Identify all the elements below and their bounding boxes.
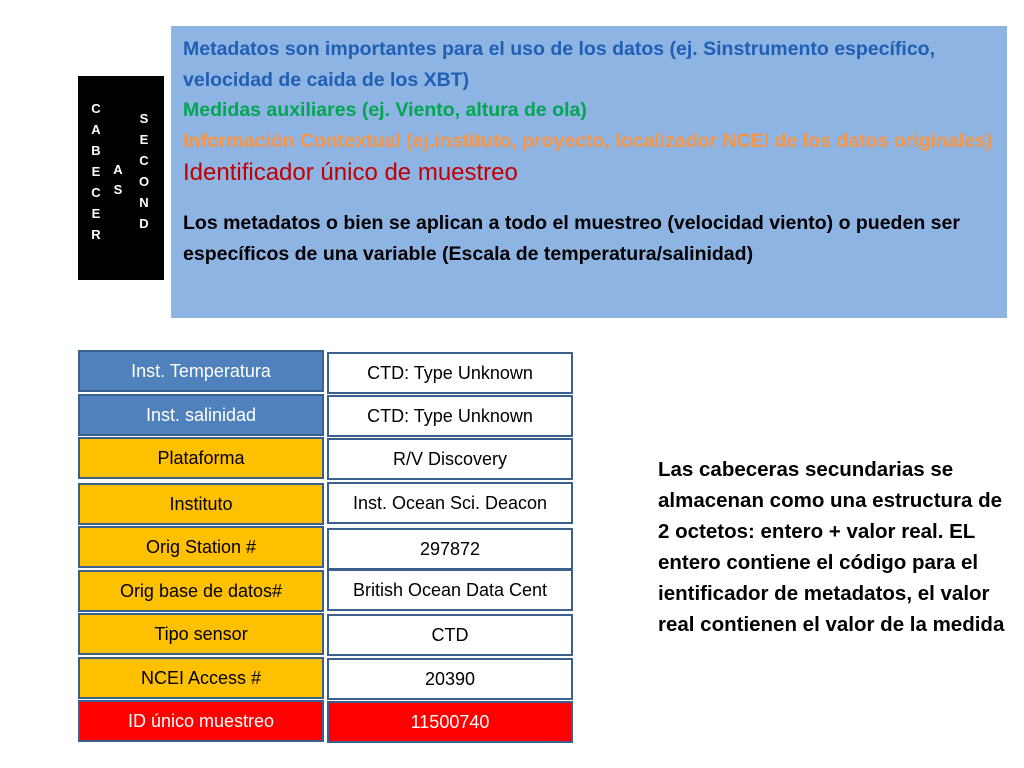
row-value-inst-salinidad: CTD: Type Unknown	[327, 395, 573, 437]
letter: E	[139, 132, 149, 147]
vertical-word-cabecer	[88, 98, 104, 245]
row-label-inst-temperatura: Inst. Temperatura	[78, 350, 324, 392]
row-label-instituto: Instituto	[78, 483, 324, 525]
letter: C	[91, 185, 101, 200]
letter: B	[91, 143, 101, 158]
row-label-id-unico-muestreo: ID único muestreo	[78, 700, 324, 742]
metadata-scope-text: Los metadatos o bien se aplican a todo el muestreo (velocidad viento) o pueden ser específicos de una variable (Escala de temperatura/salinidad)	[183, 212, 960, 265]
letter: N	[139, 195, 149, 210]
metadata-importance-text: Metadatos son importantes para el uso de los datos (ej. Sinstrumento específico, velocidad de caida de los XBT)	[183, 38, 935, 91]
row-value-id-unico-muestreo: 11500740	[327, 701, 573, 743]
letter: A	[113, 162, 123, 177]
vertical-word-second	[136, 108, 152, 234]
unique-id-text: Identificador único de muestreo	[183, 159, 518, 186]
letter: R	[91, 227, 101, 242]
letter: D	[139, 216, 149, 231]
row-label-orig-station: Orig Station #	[78, 526, 324, 568]
secondary-headers-explanation: Las cabeceras secundarias se almacenan como una estructura de 2 octetos: entero + valor real. EL entero contiene el código para el ientificador de metadatos, el valor real contienen el valor de la medida	[658, 458, 1005, 636]
row-label-inst-salinidad: Inst. salinidad	[78, 394, 324, 436]
row-value-tipo-sensor: CTD	[327, 614, 573, 656]
row-value-instituto: Inst. Ocean Sci. Deacon	[327, 482, 573, 524]
contextual-info-text: Información Contextual (ej.instituto, proyecto, localizador NCEI de los datos originales)	[183, 129, 993, 152]
row-label-tipo-sensor: Tipo sensor	[78, 613, 324, 655]
row-label-orig-base-datos: Orig base de datos#	[78, 570, 324, 612]
row-value-orig-base-datos: British Ocean Data Cent	[327, 569, 573, 611]
secondary-headers-vertical-label	[78, 76, 164, 280]
row-label-ncei-access: NCEI Access #	[78, 657, 324, 699]
letter: C	[139, 153, 149, 168]
auxiliary-measures-text: Medidas auxiliares (ej. Viento, altura de ola)	[183, 99, 587, 121]
row-value-inst-temperatura: CTD: Type Unknown	[327, 352, 573, 394]
row-value-ncei-access: 20390	[327, 658, 573, 700]
letter: E	[91, 164, 101, 179]
letter: S	[139, 111, 149, 126]
letter: A	[91, 122, 101, 137]
letter: S	[113, 182, 123, 197]
vertical-word-as	[110, 160, 126, 200]
row-value-plataforma: R/V Discovery	[327, 438, 573, 480]
metadata-info-box	[171, 26, 1007, 318]
letter: O	[138, 174, 150, 189]
row-label-plataforma: Plataforma	[78, 437, 324, 479]
letter: E	[91, 206, 101, 221]
letter: C	[91, 101, 101, 116]
row-value-orig-station: 297872	[327, 528, 573, 570]
